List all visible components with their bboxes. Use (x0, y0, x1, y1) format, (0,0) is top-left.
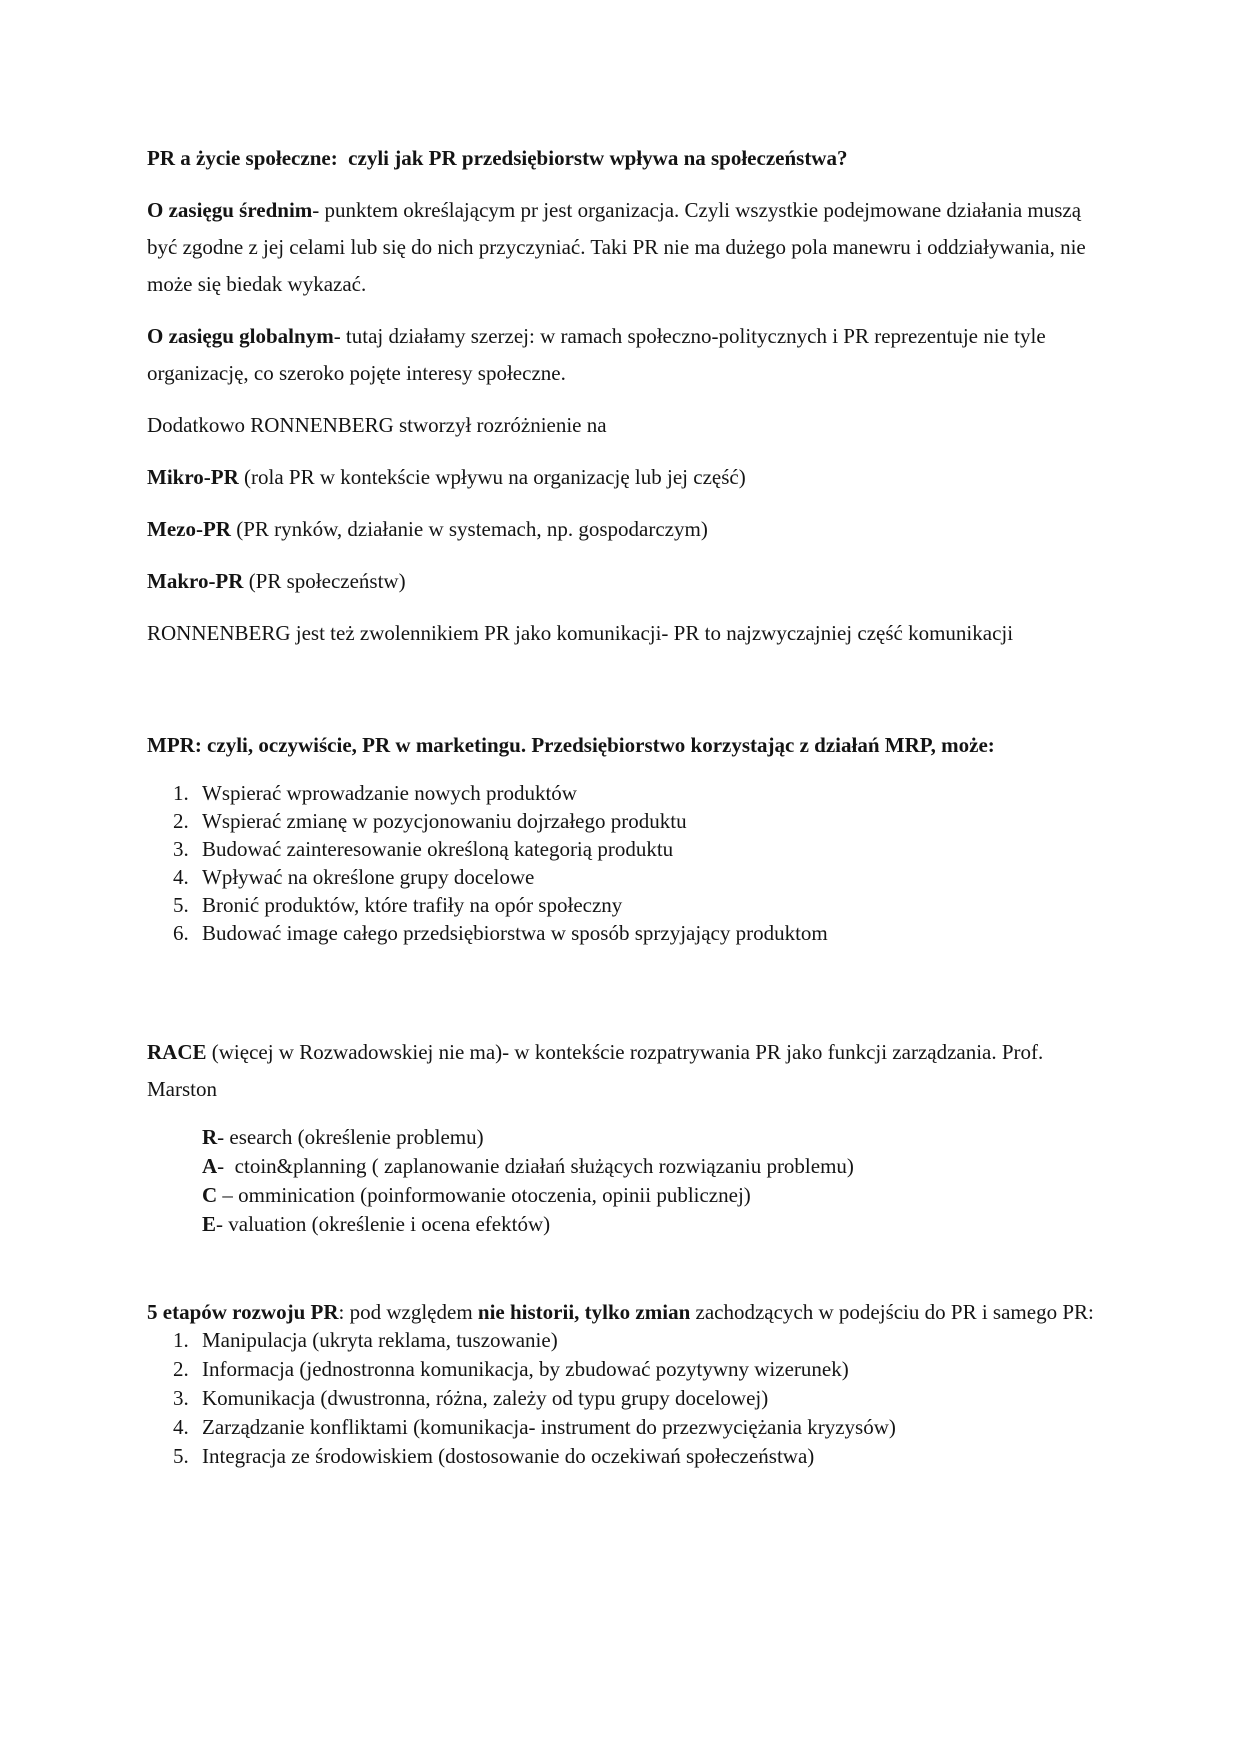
lead-makro-pr: Makro-PR (147, 569, 244, 593)
race-text-a: - ctoin&planning ( zaplanowanie działań służących rozwiązaniu problemu) (217, 1154, 854, 1178)
etapy-emphasis: nie historii, tylko zmian (477, 1300, 691, 1324)
body-dodatkowo: Dodatkowo RONNENBERG stworzył rozróżnienie na (147, 413, 607, 437)
lead-zasieg-globalny: O zasięgu globalnym (147, 324, 334, 348)
blank-space (147, 1254, 1102, 1299)
body-mikro-pr: (rola PR w kontekście wpływu na organizację lub jej część) (238, 465, 746, 489)
race-line-a (202, 1152, 1102, 1181)
para-etapy (147, 1299, 1102, 1326)
body-mezo-pr: (PR rynków, działanie w systemach, np. gospodarczym) (230, 517, 708, 541)
body-zasieg-srednim: - punktem określającym pr jest organizacja. Czyli wszystkie podejmowane działania muszą być zgodne z jej celami lub się do nich przyczyniać. Taki PR nie ma dużego pola manewru i oddziaływania, nie może się biedak wykazać. (147, 198, 1091, 296)
mpr-list (147, 779, 1102, 947)
body-makro-pr: (PR społeczeństw) (243, 569, 406, 593)
etapy-list-item-5: 5. Integracja ze środowiskiem (dostosowanie do oczekiwań społeczeństwa) (194, 1442, 1102, 1471)
blank-space (147, 667, 1102, 727)
etapy-list (147, 1326, 1102, 1471)
doc-heading-text: PR a życie społeczne: czyli jak PR przedsiębiorstw wpływa na społeczeństwa? (147, 146, 848, 170)
mpr-list-item-5: 5. Bronić produktów, które trafiły na opór społeczny (194, 891, 1102, 919)
race-line-c (202, 1181, 1102, 1210)
lead-mezo-pr: Mezo-PR (147, 517, 231, 541)
para-mikro-pr (147, 459, 1102, 496)
race-line-r (202, 1123, 1102, 1152)
para-ronnenberg (147, 615, 1102, 652)
race-text-e: - valuation (określenie i ocena efektów) (216, 1212, 551, 1236)
mpr-heading (147, 727, 1102, 764)
race-line-e (202, 1210, 1102, 1239)
race-letter-e: E (202, 1212, 217, 1236)
etapy-mid: : pod względem (338, 1300, 478, 1324)
race-text-r: - esearch (określenie problemu) (217, 1125, 484, 1149)
mpr-list-item-6: 6. Budować image całego przedsiębiorstwa w sposób sprzyjający produktom (194, 919, 1102, 947)
doc-heading (147, 140, 1102, 177)
mpr-list-item-1: 1. Wspierać wprowadzanie nowych produktów (194, 779, 1102, 807)
para-zasieg-globalny (147, 318, 1102, 392)
etapy-tail: zachodzących w podejściu do PR i samego PR: (690, 1300, 1094, 1324)
race-letter-a: A (202, 1154, 218, 1178)
etapy-list-item-2: 2. Informacja (jednostronna komunikacja, by zbudować pozytywny wizerunek) (194, 1355, 1102, 1384)
etapy-list-item-1: 1. Manipulacja (ukryta reklama, tuszowanie) (194, 1326, 1102, 1355)
etapy-list-item-3: 3. Komunikacja (dwustronna, różna, zależy od typu grupy docelowej) (194, 1384, 1102, 1413)
mpr-list-item-4: 4. Wpływać na określone grupy docelowe (194, 863, 1102, 891)
lead-zasieg-srednim: O zasięgu średnim (147, 198, 313, 222)
lead-etapy: 5 etapów rozwoju PR (147, 1300, 339, 1324)
race-letter-c: C (202, 1183, 218, 1207)
para-zasieg-srednim (147, 192, 1102, 303)
para-dodatkowo (147, 407, 1102, 444)
lead-mikro-pr: Mikro-PR (147, 465, 239, 489)
race-text-c: – omminication (poinformowanie otoczenia, opinii publicznej) (217, 1183, 751, 1207)
lead-race: RACE (147, 1040, 207, 1064)
race-letter-r: R (202, 1125, 218, 1149)
mpr-list-item-3: 3. Budować zainteresowanie określoną kategorią produktu (194, 835, 1102, 863)
mpr-list-item-2: 2. Wspierać zmianę w pozycjonowaniu dojrzałego produktu (194, 807, 1102, 835)
para-mezo-pr (147, 511, 1102, 548)
body-zasieg-globalny: - tutaj działamy szerzej: w ramach społeczno-politycznych i PR reprezentuje nie tyle organizację, co szeroko pojęte interesy społeczne. (147, 324, 1051, 385)
para-race (147, 1034, 1102, 1108)
blank-space (147, 962, 1102, 1034)
para-makro-pr (147, 563, 1102, 600)
body-race: (więcej w Rozwadowskiej nie ma)- w kontekście rozpatrywania PR jako funkcji zarządzania. Prof. Marston (147, 1040, 1049, 1101)
mpr-heading-text: MPR: czyli, oczywiście, PR w marketingu. Przedsiębiorstwo korzystając z działań MRP, może: (147, 733, 995, 757)
race-letter-lines (147, 1123, 1102, 1239)
body-ronnenberg: RONNENBERG jest też zwolennikiem PR jako komunikacji- PR to najzwyczajniej część komunikacji (147, 621, 1014, 645)
etapy-list-item-4: 4. Zarządzanie konfliktami (komunikacja- instrument do przezwyciężania kryzysów) (194, 1413, 1102, 1442)
